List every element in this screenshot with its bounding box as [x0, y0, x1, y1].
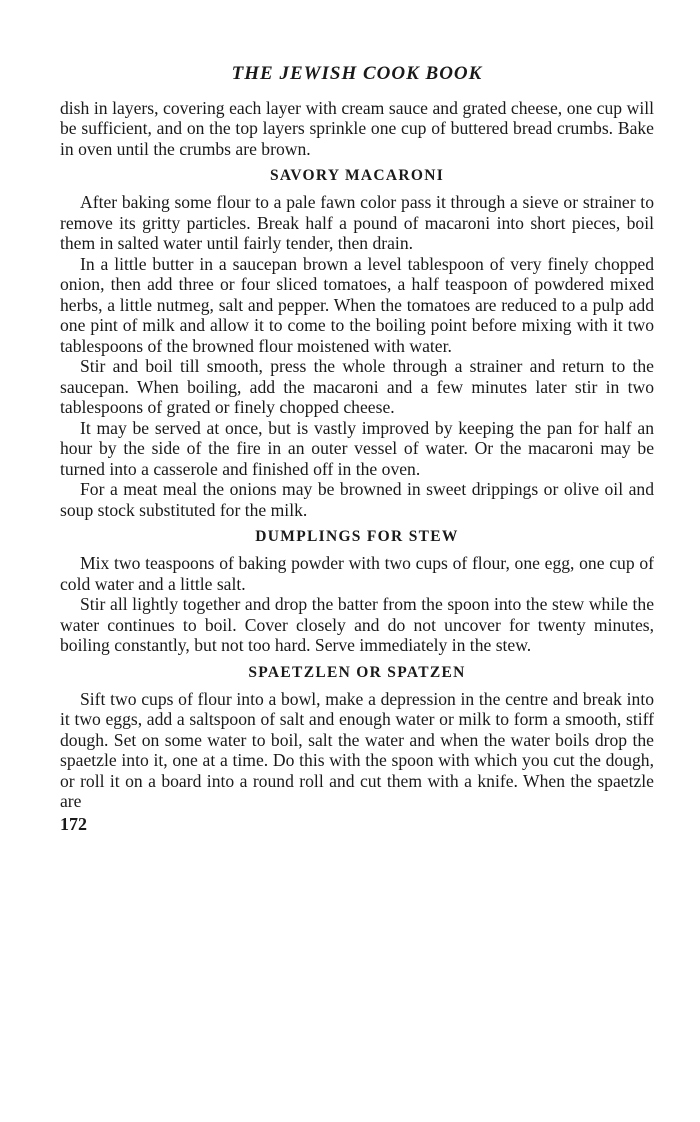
recipe-savory-macaroni — [60, 166, 654, 520]
recipe-title: SAVORY MACARONI — [269, 167, 445, 184]
recipe-paragraph: Stir and boil till smooth, press the whole through a strainer and return to the saucepan. When boiling, add the macaroni and a few minutes later stir in two tablespoons of grated or finely chopped cheese. — [60, 356, 654, 417]
recipe-paragraph: After baking some flour to a pale fawn color pass it through a sieve or strainer to remove its gritty particles. Break half a pound of macaroni into short pieces, boil them in salted water until fairly tender, then drain. — [60, 192, 654, 253]
recipe-paragraph: In a little butter in a saucepan brown a level tablespoon of very finely chopped onion, then add three or four sliced tomatoes, a half teaspoon of powdered mixed herbs, a little nutmeg, salt and pepper. When the tomatoes are reduced to a pulp add one pint of milk and allow it to come to the boiling point before mixing with it two tablespoons of the browned flour moistened with water. — [60, 253, 654, 356]
recipe-paragraph: For a meat meal the onions may be browned in sweet drippings or olive oil and soup stock substituted for the milk. — [60, 479, 654, 520]
recipe-dumplings-for-stew — [60, 527, 654, 656]
recipe-paragraph: Mix two teaspoons of baking powder with two cups of flour, one egg, one cup of cold water and a little salt. — [60, 553, 654, 594]
recipe-title: DUMPLINGS FOR STEW — [255, 528, 459, 545]
page-number: 172 — [60, 813, 87, 834]
recipe-spaetzlen — [60, 663, 654, 812]
book-page — [60, 58, 654, 834]
running-head: THE JEWISH COOK BOOK — [231, 63, 483, 84]
recipe-paragraph: Sift two cups of flour into a bowl, make a depression in the centre and break into it two eggs, add a saltspoon of salt and enough water or milk to form a smooth, stiff dough. Set on some water to boil, salt the water and when the water boils drop the spaetzle into it, one at a time. Do this with the spoon with which you cut the dough, or roll it on a board into a round roll and cut them with a knife. When the spaetzle are — [60, 688, 654, 811]
recipe-title: SPAETZLEN OR SPATZEN — [248, 663, 466, 681]
continuation-paragraph: dish in layers, covering each layer with cream sauce and grated cheese, one cup will be sufficient, and on the top layers sprinkle one cup of buttered bread crumbs. Bake in oven until the crumbs are brown. — [60, 97, 654, 159]
recipe-paragraph: It may be served at once, but is vastly improved by keeping the pan for half an hour by the side of the fire in an outer vessel of water. Or the macaroni may be turned into a casserole and finished off in the oven. — [60, 417, 654, 479]
recipe-paragraph: Stir all lightly together and drop the batter from the spoon into the stew while the water continues to boil. Cover closely and do not uncover for twenty minutes, boiling constantly, but not too hard. Serve immediately in the stew. — [60, 594, 654, 655]
